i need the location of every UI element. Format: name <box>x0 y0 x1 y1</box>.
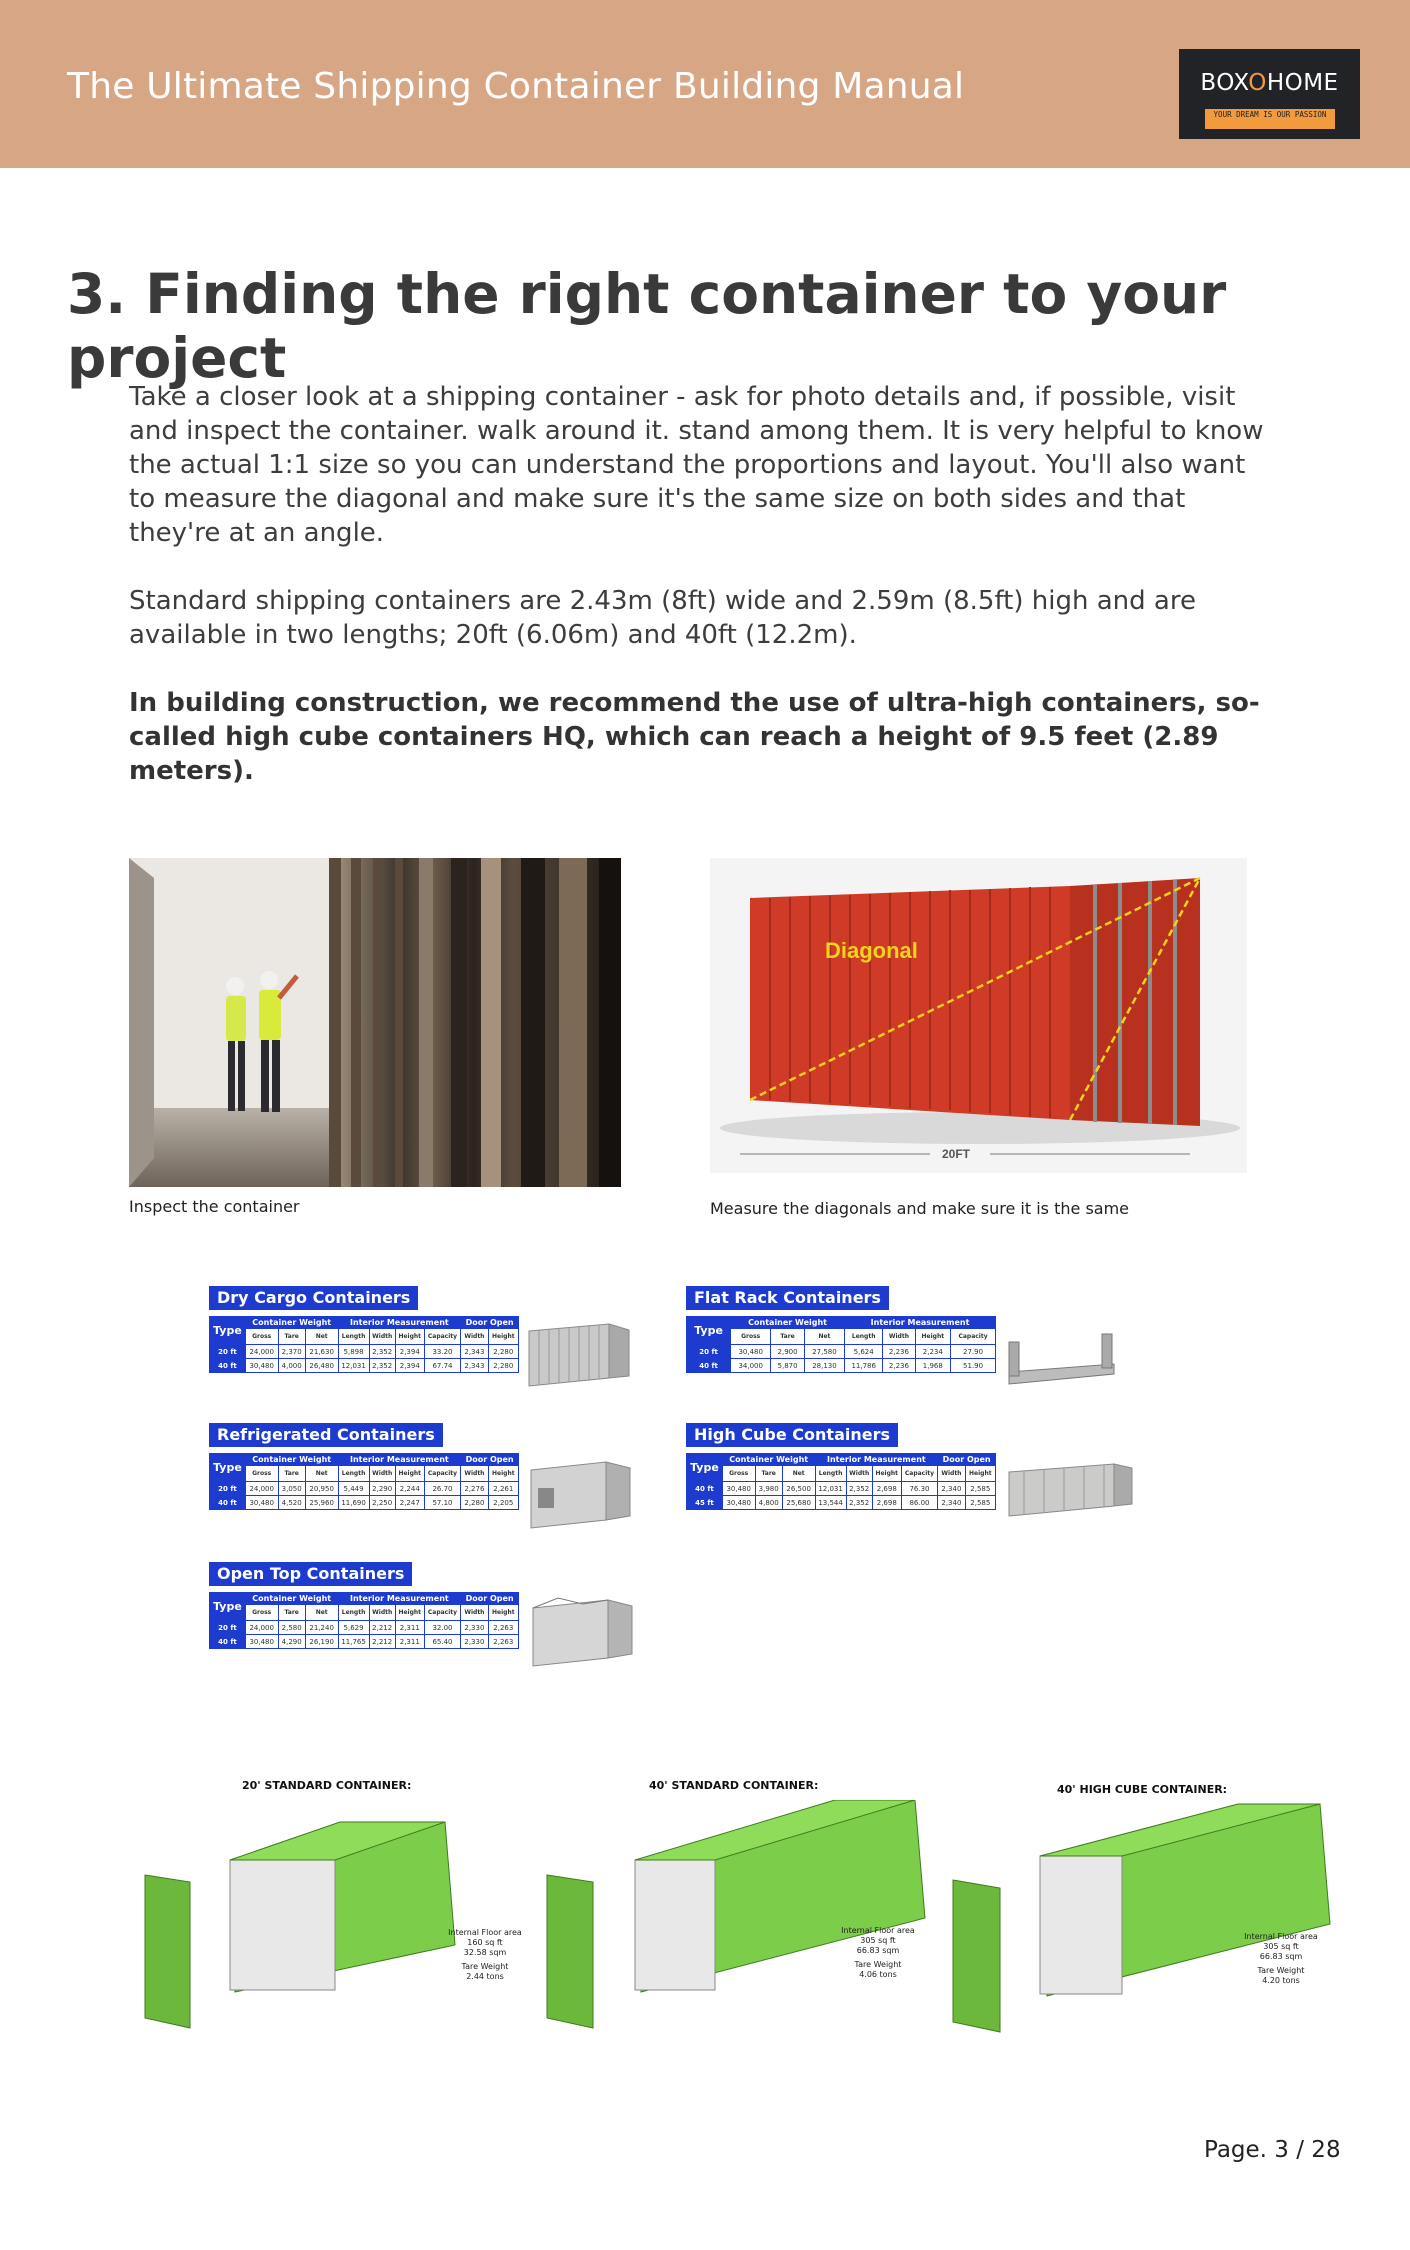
column-header: Height <box>395 1605 424 1621</box>
table-cell: 2,205 <box>488 1496 518 1510</box>
table-cell: 5,870 <box>771 1359 805 1373</box>
group-header: Interior Measurement <box>338 1317 461 1329</box>
type-header: Type <box>687 1317 731 1345</box>
page-number: Page. 3 / 28 <box>1204 2137 1341 2163</box>
table-cell: 2,698 <box>872 1482 901 1496</box>
column-header: Width <box>883 1329 915 1345</box>
diagram-40hc-notes: Internal Floor area 305 sq ft 66.83 sqm Tare Weight 4.20 tons <box>1244 1932 1318 1985</box>
table-cell: 2,394 <box>395 1359 424 1373</box>
table-cell: 2,311 <box>395 1635 424 1649</box>
row-type-cell: 40 ft <box>210 1359 246 1373</box>
table-cell: 30,480 <box>245 1496 278 1510</box>
workers-in-container-image <box>129 858 621 1187</box>
column-header: Net <box>305 1605 338 1621</box>
row-type-cell: 40 ft <box>687 1482 723 1496</box>
table-row <box>687 1482 996 1496</box>
column-header: Gross <box>722 1466 755 1482</box>
column-header: Net <box>782 1466 815 1482</box>
column-header: Capacity <box>424 1605 460 1621</box>
container-40hc-diagram <box>953 1804 1330 2032</box>
table-cell: 2,340 <box>938 1496 965 1510</box>
table-cell: 26,190 <box>305 1635 338 1649</box>
column-header: Height <box>965 1466 995 1482</box>
table-cell: 2,250 <box>369 1496 395 1510</box>
paragraph-dimensions: Standard shipping containers are 2.43m (8ft) wide and 2.59m (8.5ft) high and are available in two lengths; 20ft (6.06m) and 40ft (12.2m). <box>129 586 1196 650</box>
type-header: Type <box>210 1317 246 1345</box>
column-header: Height <box>488 1466 518 1482</box>
column-header: Capacity <box>901 1466 937 1482</box>
dry-cargo-title: Dry Cargo Containers <box>209 1286 418 1310</box>
table-cell: 2,212 <box>369 1621 395 1635</box>
table-cell: 2,352 <box>846 1482 872 1496</box>
column-header: Gross <box>245 1329 278 1345</box>
table-cell: 57.10 <box>424 1496 460 1510</box>
table-cell: 5,624 <box>845 1345 883 1359</box>
table-cell: 26,500 <box>782 1482 815 1496</box>
column-header: Tare <box>278 1329 305 1345</box>
column-header: Length <box>338 1329 369 1345</box>
table-cell: 86.00 <box>901 1496 937 1510</box>
table-cell: 2,394 <box>395 1345 424 1359</box>
paragraph-inspect: Take a closer look at a shipping container - ask for photo details and, if possible, visit and inspect the container. walk around it. stand among them. It is very helpful to know the actual 1:1 size so you can understand the proportions and layout. You'll also want to measure the diagonal and make sure it's the same size on both sides and that they're at an angle. <box>129 382 1264 548</box>
table-cell: 2,343 <box>461 1345 488 1359</box>
flat-rack-container-icon <box>1004 1320 1124 1400</box>
refrigerated-table <box>209 1453 519 1510</box>
column-header: Length <box>845 1329 883 1345</box>
diagram-40hc-label: 40' HIGH CUBE CONTAINER: <box>1057 1783 1228 1796</box>
table-cell: 25,960 <box>305 1496 338 1510</box>
diagram-40ft-notes: Internal Floor area 305 sq ft 66.83 sqm Tare Weight 4.06 tons <box>841 1926 915 1979</box>
table-cell: 2,280 <box>488 1359 518 1373</box>
table-cell: 25,680 <box>782 1496 815 1510</box>
table-cell: 13,544 <box>815 1496 846 1510</box>
section-title: 3. Finding the right container to your project <box>67 262 1227 390</box>
high-cube-table <box>686 1453 996 1510</box>
group-header: Container Weight <box>245 1593 338 1605</box>
column-header: Gross <box>245 1466 278 1482</box>
table-cell: 2,585 <box>965 1482 995 1496</box>
column-header: Height <box>915 1329 951 1345</box>
table-cell: 27.90 <box>951 1345 996 1359</box>
table-cell: 24,000 <box>245 1345 278 1359</box>
table-cell: 30,480 <box>731 1345 771 1359</box>
table-cell: 28,130 <box>804 1359 844 1373</box>
column-header: Width <box>461 1605 488 1621</box>
column-header: Net <box>305 1329 338 1345</box>
table-cell: 2,236 <box>883 1345 915 1359</box>
dry-cargo-container-icon <box>524 1316 634 1396</box>
row-type-cell: 40 ft <box>210 1496 246 1510</box>
page-header <box>0 0 1410 168</box>
table-row <box>687 1496 996 1510</box>
table-cell: 11,786 <box>845 1359 883 1373</box>
table-cell: 30,480 <box>722 1482 755 1496</box>
table-cell: 4,520 <box>278 1496 305 1510</box>
table-cell: 20,950 <box>305 1482 338 1496</box>
table-cell: 30,480 <box>245 1359 278 1373</box>
column-header: Tare <box>278 1605 305 1621</box>
table-cell: 30,480 <box>245 1635 278 1649</box>
column-header: Capacity <box>424 1329 460 1345</box>
group-header: Door Open <box>461 1593 519 1605</box>
diagonal-container-photo <box>710 858 1247 1173</box>
table-cell: 2,352 <box>369 1345 395 1359</box>
column-header: Tare <box>755 1466 782 1482</box>
table-cell: 12,031 <box>815 1482 846 1496</box>
high-cube-container-icon <box>1004 1458 1136 1528</box>
document-title: The Ultimate Shipping Container Building Manual <box>67 66 965 107</box>
table-cell: 2,585 <box>965 1496 995 1510</box>
column-header: Height <box>488 1605 518 1621</box>
dry-cargo-table <box>209 1316 519 1373</box>
flat-rack-table <box>686 1316 996 1373</box>
table-cell: 2,340 <box>938 1482 965 1496</box>
container-20ft-diagram <box>145 1822 455 2028</box>
column-header: Width <box>369 1329 395 1345</box>
table-cell: 2,290 <box>369 1482 395 1496</box>
table-cell: 2,900 <box>771 1345 805 1359</box>
refrigerated-container-icon <box>526 1452 636 1536</box>
table-cell: 2,330 <box>461 1635 488 1649</box>
open-top-table <box>209 1592 519 1649</box>
logo-wordmark: BOXOHOME <box>1200 70 1339 96</box>
high-cube-title: High Cube Containers <box>686 1423 898 1447</box>
caption-inspect: Inspect the container <box>129 1197 300 1216</box>
table-cell: 2,212 <box>369 1635 395 1649</box>
paragraph-recommendation: In building construction, we recommend the use of ultra-high containers, so-called high cube containers HQ, which can reach a height of 9.5 feet (2.89 meters). <box>129 688 1260 786</box>
column-header: Length <box>338 1466 369 1482</box>
table-cell: 11,765 <box>338 1635 369 1649</box>
container-dimension-diagrams <box>115 1800 1345 2040</box>
table-cell: 21,240 <box>305 1621 338 1635</box>
logo-tagline: YOUR DREAM IS OUR PASSION <box>1205 109 1335 129</box>
refrigerated-title: Refrigerated Containers <box>209 1423 443 1447</box>
table-cell: 2,370 <box>278 1345 305 1359</box>
row-type-cell: 20 ft <box>210 1345 246 1359</box>
table-cell: 2,263 <box>488 1635 518 1649</box>
caption-diagonals: Measure the diagonals and make sure it is the same <box>710 1199 1130 1218</box>
table-cell: 33.20 <box>424 1345 460 1359</box>
open-top-container-icon <box>528 1590 638 1674</box>
group-header: Container Weight <box>245 1454 338 1466</box>
table-cell: 2,276 <box>461 1482 488 1496</box>
group-header: Interior Measurement <box>338 1454 461 1466</box>
diagonal-label: Diagonal <box>825 938 918 963</box>
table-cell: 2,311 <box>395 1621 424 1635</box>
table-cell: 5,629 <box>338 1621 369 1635</box>
table-row <box>687 1345 996 1359</box>
column-header: Height <box>488 1329 518 1345</box>
table-cell: 2,234 <box>915 1345 951 1359</box>
table-cell: 2,280 <box>461 1496 488 1510</box>
table-cell: 5,898 <box>338 1345 369 1359</box>
table-row <box>687 1359 996 1373</box>
open-top-title: Open Top Containers <box>209 1562 412 1586</box>
table-cell: 3,050 <box>278 1482 305 1496</box>
table-cell: 2,263 <box>488 1621 518 1635</box>
table-cell: 65.40 <box>424 1635 460 1649</box>
table-cell: 11,690 <box>338 1496 369 1510</box>
table-cell: 24,000 <box>245 1482 278 1496</box>
group-header: Interior Measurement <box>338 1593 461 1605</box>
column-header: Gross <box>245 1605 278 1621</box>
diagram-40ft-label: 40' STANDARD CONTAINER: <box>649 1779 819 1792</box>
column-header: Width <box>369 1605 395 1621</box>
table-row <box>210 1482 519 1496</box>
column-header: Width <box>938 1466 965 1482</box>
column-header: Height <box>872 1466 901 1482</box>
column-header: Capacity <box>424 1466 460 1482</box>
row-type-cell: 20 ft <box>210 1621 246 1635</box>
column-header: Capacity <box>951 1329 996 1345</box>
table-cell: 4,000 <box>278 1359 305 1373</box>
group-header: Container Weight <box>731 1317 845 1329</box>
group-header: Container Weight <box>722 1454 815 1466</box>
group-header: Interior Measurement <box>845 1317 996 1329</box>
group-header: Door Open <box>461 1317 519 1329</box>
inspect-container-photo <box>129 858 621 1187</box>
table-cell: 2,330 <box>461 1621 488 1635</box>
column-header: Length <box>338 1605 369 1621</box>
type-header: Type <box>210 1454 246 1482</box>
container-40ft-diagram <box>547 1800 925 2028</box>
table-cell: 2,352 <box>369 1359 395 1373</box>
table-cell: 2,698 <box>872 1496 901 1510</box>
table-cell: 2,580 <box>278 1621 305 1635</box>
table-cell: 2,236 <box>883 1359 915 1373</box>
table-cell: 2,261 <box>488 1482 518 1496</box>
table-cell: 1,968 <box>915 1359 951 1373</box>
column-header: Net <box>804 1329 844 1345</box>
table-row <box>210 1635 519 1649</box>
column-header: Height <box>395 1466 424 1482</box>
table-row <box>210 1345 519 1359</box>
table-cell: 4,800 <box>755 1496 782 1510</box>
table-cell: 2,343 <box>461 1359 488 1373</box>
table-row <box>210 1621 519 1635</box>
row-type-cell: 20 ft <box>210 1482 246 1496</box>
row-type-cell: 20 ft <box>687 1345 731 1359</box>
row-type-cell: 45 ft <box>687 1496 723 1510</box>
table-cell: 76.30 <box>901 1482 937 1496</box>
table-cell: 30,480 <box>722 1496 755 1510</box>
red-container-image <box>710 858 1247 1173</box>
type-header: Type <box>210 1593 246 1621</box>
table-row <box>210 1359 519 1373</box>
column-header: Tare <box>771 1329 805 1345</box>
table-cell: 51.90 <box>951 1359 996 1373</box>
table-cell: 32.00 <box>424 1621 460 1635</box>
table-cell: 34,000 <box>731 1359 771 1373</box>
table-cell: 2,244 <box>395 1482 424 1496</box>
flat-rack-title: Flat Rack Containers <box>686 1286 889 1310</box>
table-cell: 67.74 <box>424 1359 460 1373</box>
table-cell: 27,580 <box>804 1345 844 1359</box>
column-header: Length <box>815 1466 846 1482</box>
column-header: Height <box>395 1329 424 1345</box>
group-header: Door Open <box>938 1454 996 1466</box>
column-header: Width <box>461 1329 488 1345</box>
table-cell: 26,480 <box>305 1359 338 1373</box>
table-cell: 24,000 <box>245 1621 278 1635</box>
table-cell: 4,290 <box>278 1635 305 1649</box>
diagram-20ft-label: 20' STANDARD CONTAINER: <box>242 1779 412 1792</box>
type-header: Type <box>687 1454 723 1482</box>
table-cell: 2,280 <box>488 1345 518 1359</box>
table-cell: 26.70 <box>424 1482 460 1496</box>
column-header: Tare <box>278 1466 305 1482</box>
table-cell: 12,031 <box>338 1359 369 1373</box>
group-header: Interior Measurement <box>815 1454 938 1466</box>
table-cell: 3,980 <box>755 1482 782 1496</box>
table-cell: 2,247 <box>395 1496 424 1510</box>
column-header: Gross <box>731 1329 771 1345</box>
diagram-20ft-notes: Internal Floor area 160 sq ft 32.58 sqm Tare Weight 2.44 tons <box>448 1928 522 1981</box>
row-type-cell: 40 ft <box>210 1635 246 1649</box>
table-row <box>210 1496 519 1510</box>
column-header: Width <box>461 1466 488 1482</box>
table-cell: 5,449 <box>338 1482 369 1496</box>
group-header: Door Open <box>461 1454 519 1466</box>
column-header: Width <box>369 1466 395 1482</box>
row-type-cell: 40 ft <box>687 1359 731 1373</box>
size-label-20ft: 20FT <box>942 1147 971 1161</box>
column-header: Width <box>846 1466 872 1482</box>
table-cell: 21,630 <box>305 1345 338 1359</box>
group-header: Container Weight <box>245 1317 338 1329</box>
column-header: Net <box>305 1466 338 1482</box>
table-cell: 2,352 <box>846 1496 872 1510</box>
boxohome-logo <box>1179 49 1360 139</box>
